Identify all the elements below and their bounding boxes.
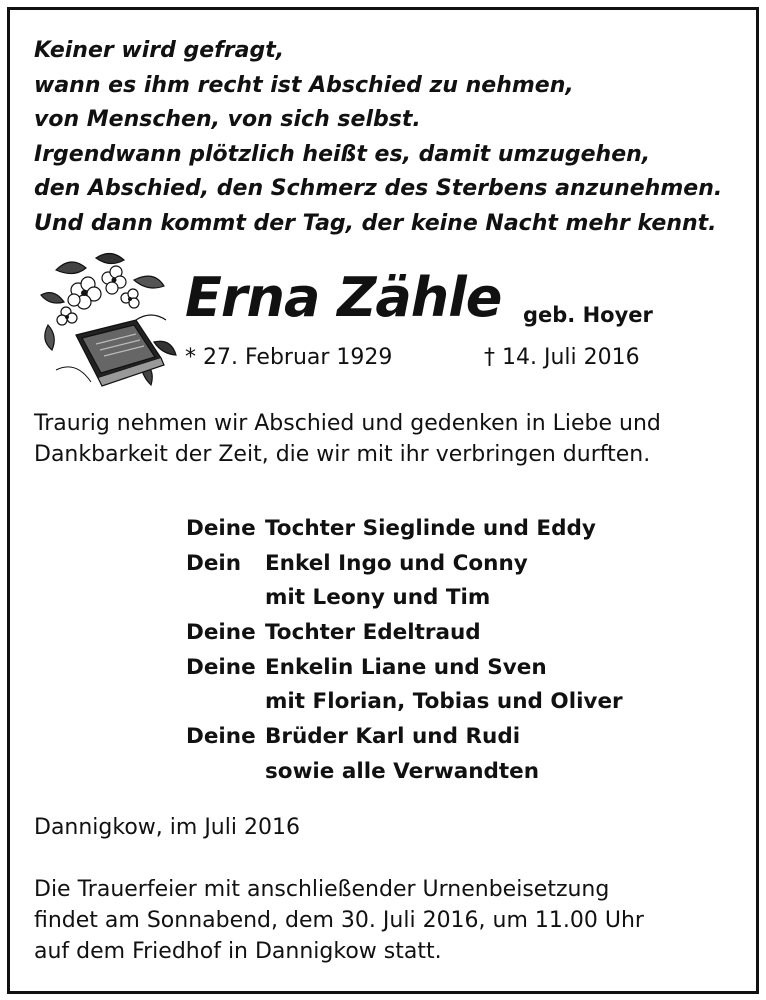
place-date: Dannigkow, im Juli 2016 xyxy=(34,815,300,840)
family-lead: Deine xyxy=(186,516,256,541)
poem-line: Keiner wird gefragt, xyxy=(34,38,285,63)
funeral-line: auf dem Friedhof in Dannigkow statt. xyxy=(34,939,442,964)
family-lead: Deine xyxy=(186,724,256,750)
poem-line: von Menschen, von sich selbst. xyxy=(34,107,421,132)
family-member: Brüder Karl und Rudi xyxy=(265,724,521,750)
funeral-line: Die Trauerfeier mit anschließender Urnenbeisetzung xyxy=(34,877,610,902)
flowers-and-book-illustration xyxy=(36,250,186,395)
poem xyxy=(34,34,722,241)
birth-date: * 27. Februar 1929 xyxy=(185,345,393,370)
family-member: Tochter Sieglinde und Eddy xyxy=(265,516,596,541)
poem-line: den Abschied, den Schmerz des Sterbens anzunehmen. xyxy=(34,176,723,201)
family-member: Enkel Ingo und Conny xyxy=(265,550,528,576)
obituary-frame xyxy=(7,7,759,994)
intro-line: Traurig nehmen wir Abschied und gedenken in Liebe und xyxy=(34,411,661,436)
family-member: Enkelin Liane und Sven xyxy=(265,654,547,680)
maiden-name: geb. Hoyer xyxy=(523,303,653,327)
family-member: mit Florian, Tobias und Oliver xyxy=(265,689,623,715)
funeral-notice xyxy=(34,874,734,967)
intro-text xyxy=(34,408,734,470)
poem-line: Irgendwann plötzlich heißt es, damit umzugehen, xyxy=(34,141,651,167)
poem-line: wann es ihm recht ist Abschied zu nehmen, xyxy=(34,72,574,98)
family-lead: Deine xyxy=(186,654,256,680)
intro-line: Dankbarkeit der Zeit, die wir mit ihr verbringen durften. xyxy=(34,442,651,467)
family-lead: Dein xyxy=(186,550,242,576)
death-date: † 14. Juli 2016 xyxy=(484,345,640,370)
family-member: Tochter Edeltraud xyxy=(265,620,481,646)
funeral-line: findet am Sonnabend, dem 30. Juli 2016, um 11.00 Uhr xyxy=(34,908,644,933)
poem-line: Und dann kommt der Tag, der keine Nacht mehr kennt. xyxy=(34,210,717,236)
deceased-name: Erna Zähle xyxy=(185,266,502,329)
family-member: sowie alle Verwandten xyxy=(265,758,540,784)
family-lead: Deine xyxy=(186,620,256,646)
family-member: mit Leony und Tim xyxy=(265,585,491,611)
